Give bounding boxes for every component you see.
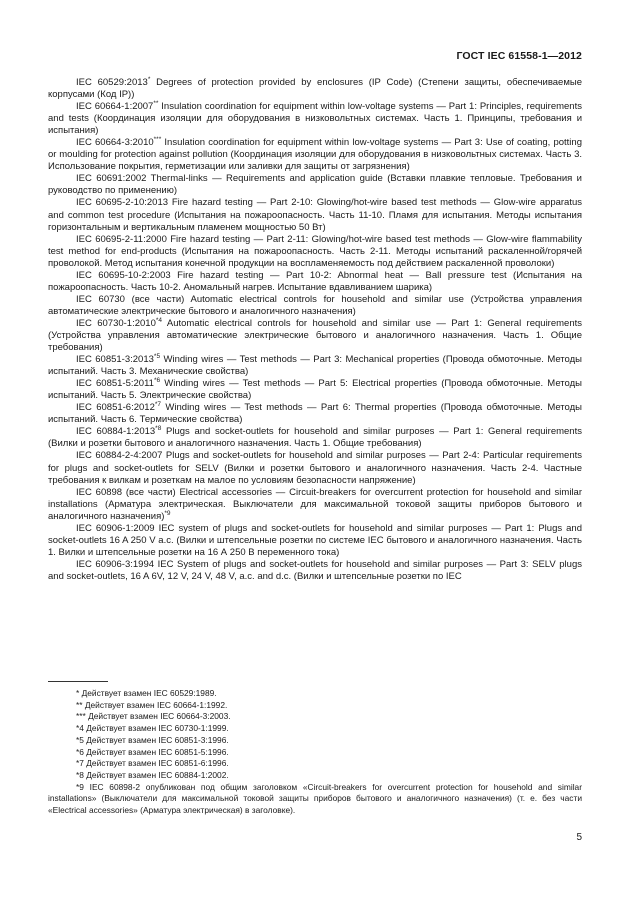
reference-entry <box>48 137 582 173</box>
footnote-mark: *9 <box>164 509 171 517</box>
reference-entry <box>48 173 582 197</box>
footnote-item: *4 Действует взамен IEC 60730-1:1999. <box>76 723 229 734</box>
standard-code-header: ГОСТ IEC 61558-1—2012 <box>456 50 582 62</box>
page-number: 5 <box>576 832 582 843</box>
reference-title: Fire hazard testing — Part 10-2: Abnormal heat — Ball pressure test (Испытания на пожароопасность. Часть 10-2. Аномальный нагрев. Испытание вдавливанием шарика) <box>48 269 583 293</box>
reference-id: IEC 60664-3:2010 <box>76 137 154 149</box>
reference-title: Fire hazard testing — Part 2-10: Glowing/hot-wire based test methods — Glow-wire apparatus and common test procedure (Испытания на пожароопасность. Часть 11-10. Пламя для испытания. Методы испытания горизонтальным и вертикальным пламенем мощностью 50 Вт) <box>48 197 583 233</box>
footnote-item: * Действует взамен IEC 60529:1989. <box>76 688 217 698</box>
reference-entry <box>48 77 582 101</box>
reference-id: IEC 60884-2-4:2007 <box>76 450 163 462</box>
reference-id: IEC 60695-2-10:2013 <box>76 197 169 209</box>
reference-title: Plugs and socket-outlets for household and similar purposes — Part 1: General requirements (Вилки и розетки бытового и аналогичного назначения. Часть 1. Общие требования) <box>48 426 582 450</box>
footnote-mark: * <box>147 75 151 83</box>
reference-entry <box>48 354 582 378</box>
reference-title: Fire hazard testing — Part 2-11: Glowing/hot-wire based test methods — Glow-wire flammability test method for end-products (Испытания на пожароопасность. Часть 2-11. Методы испытаний раскаленной/горячей проволокой. Метод испытания конечной продукции на воспламеняемость под действием раскаленной проволоки) <box>48 233 582 269</box>
footnote-mark: *4 <box>155 316 163 324</box>
reference-entry <box>48 318 582 354</box>
reference-id: IEC 60695-10-2:2003 <box>76 269 171 281</box>
footnote-mark: *8 <box>155 425 162 433</box>
reference-title: Degrees of protection provided by enclosures (IP Code) (Степени защиты, обеспечиваемые корпусами (Код IP)) <box>48 77 582 101</box>
reference-id: IEC 60664-1:2007 <box>76 101 154 113</box>
footnote-separator <box>48 681 108 682</box>
reference-title: Winding wires — Test methods — Part 5: Electrical properties (Провода обмоточные. Методы испытаний. Часть 5. Электрические свойства) <box>48 378 582 402</box>
footnote-mark: *7 <box>154 401 162 409</box>
reference-entry <box>48 270 582 294</box>
reference-entry <box>48 402 582 426</box>
reference-id: IEC 60851-6:2012 <box>76 402 155 414</box>
reference-title: Insulation coordination for equipment within low-voltage systems — Part 3: Use of coating, potting or moulding for protection against pollution (Координация изоляции для оборудования в низковольтных системах. Часть 3. Использование покрытия, герметизации или заливки для защиты от загрязнения) <box>48 137 582 173</box>
reference-entry <box>48 294 582 318</box>
reference-title: Thermal-links — Requirements and application guide (Вставки плавкие тепловые. Требования и руководство по применению) <box>48 173 582 197</box>
reference-id: IEC 60730-1:2010 <box>76 317 156 329</box>
footnote-mark: *** <box>153 136 162 144</box>
reference-id: IEC 60691:2002 <box>76 173 147 185</box>
footnote-circuit-breakers: *9 IEC 60898-2 опубликован под общим заголовком «Circuit-breakers for overcurrent protection for household and similar installations» (Выключатели для максимальной токовой защиты приборов бытового и аналогичного назначения) (т. е. без части «Electrical accessories» (Арматура электрическая) в заголовке). <box>48 781 582 816</box>
reference-title: Winding wires — Test methods — Part 3: Mechanical properties (Провода обмоточные. Методы испытаний. Часть 3. Механические свойства) <box>48 354 582 378</box>
footnote-item: *8 Действует взамен IEC 60884-1:2002. <box>76 769 229 780</box>
footnote-list <box>48 688 582 782</box>
footnote-item: *7 Действует взамен IEC 60851-6:1996. <box>76 758 229 769</box>
footnote-item: *** Действует взамен IEC 60664-3:2003. <box>76 711 231 722</box>
reference-id: IEC 60529:2013 <box>76 77 148 88</box>
reference-entry <box>48 197 582 233</box>
reference-title: Electrical accessories — Circuit-breakers for overcurrent protection for household and similar installations (Арматура электрическая. Выключатели для максимальной токовой защиты приборов бытового и аналогичного назначения) <box>48 486 582 522</box>
reference-entry <box>48 426 582 450</box>
footnote-item: *5 Действует взамен IEC 60851-3:1996. <box>76 734 229 745</box>
footnote-item: *6 Действует взамен IEC 60851-5:1996. <box>76 746 229 757</box>
reference-title: Automatic electrical controls for household and similar use — Part 1: General requirements (Устройства управления автоматические электрические бытового и аналогичного назначения. Часть 1. Общие требования) <box>48 317 582 354</box>
reference-entry <box>48 559 582 583</box>
reference-title: Plugs and socket-outlets for household and similar purposes — Part 2-4: Particular requirements for plugs and socket-outlets for SELV (Вилки и розетки бытового и аналогичного назначения. Часть 2-4. Частные требования к вилкам и розеткам на малое по условиям безопасности напряжение) <box>48 450 583 486</box>
footnotes <box>48 688 582 817</box>
reference-id: IEC 60906-1:2009 <box>76 522 155 534</box>
reference-id: IEC 60884-1:2013 <box>76 426 156 438</box>
reference-entry <box>48 234 582 270</box>
reference-title: Winding wires — Test methods — Part 6: Thermal properties (Провода обмоточные. Методы испытаний. Часть 6. Термические свойства) <box>48 402 582 426</box>
footnote-item: ** Действует взамен IEC 60664-1:1992. <box>76 699 228 710</box>
reference-entry <box>48 487 582 523</box>
reference-id: IEC 60898 (все части) <box>76 486 176 498</box>
reference-id: IEC 60851-5:2011 <box>76 378 154 390</box>
reference-entry <box>48 523 582 559</box>
footnote-mark: *6 <box>153 377 161 385</box>
reference-id: IEC 60906-3:1994 <box>76 558 155 570</box>
reference-entry <box>48 450 582 486</box>
reference-id: IEC 60730 (все части) <box>76 293 185 305</box>
footnote-mark: ** <box>153 99 159 107</box>
reference-id: IEC 60695-2-11:2000 <box>76 233 167 245</box>
normative-references-list <box>48 77 582 583</box>
reference-title: Automatic electrical controls for household and similar use (Устройства управления автоматические электрические бытового и аналогичного назначения) <box>48 293 583 317</box>
reference-entry <box>48 378 582 402</box>
reference-title: IEC system of plugs and socket-outlets for household and similar purposes — Part 1: Plugs and socket-outlets 16 A 250 V a.c. (Вилки и штепсельные розетки по системе IEC бытового и аналогичного назначения. Часть 1. Вилки и штепсельные розетки на 16 А 250 В переменного тока) <box>48 522 582 558</box>
reference-id: IEC 60851-3:2013 <box>76 354 154 366</box>
reference-entry <box>48 101 582 137</box>
reference-title: Insulation coordination for equipment within low-voltage systems — Part 1: Principles, requirements and tests (Координация изоляции для оборудования в низковольтных системах. Часть 1. Принципы, требования и испытания) <box>48 101 582 137</box>
reference-title: IEC System of plugs and socket-outlets for household and similar purposes — Part 3: SELV plugs and socket-outlets, 16 A 6V, 12 V, 24 V, 48 V, a.c. and d.c. (Вилки и штепсельные розетки по IEC <box>48 558 582 582</box>
footnote-mark: *5 <box>153 352 161 360</box>
